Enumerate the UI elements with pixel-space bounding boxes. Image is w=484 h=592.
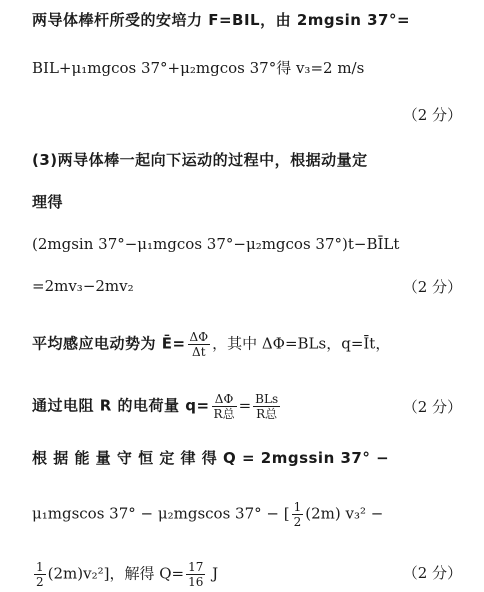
equals-sign: = <box>238 396 252 415</box>
line-ampere-force: 两导体棒杆所受的安培力 F=BIL，由 2mgsin 37°= <box>32 11 411 29</box>
fraction-denominator: R总 <box>256 407 278 421</box>
line-momentum-result: =2mv₃−2mv₂ <box>32 277 134 295</box>
fraction-denominator: Δt <box>192 345 206 359</box>
energy-result-unit: J <box>207 564 219 583</box>
score-label: （2 分） <box>402 106 462 124</box>
fraction-numerator: ΔΦ <box>212 392 237 407</box>
line-part3-intro: (3)两导体棒一起向下运动的过程中，根据动量定 <box>32 151 368 169</box>
fraction <box>292 500 304 529</box>
fraction-numerator: 1 <box>36 560 44 574</box>
score-label: （2 分） <box>402 398 462 416</box>
energy-result-text: (2m)v₂²]，解得 Q= <box>47 564 185 583</box>
fraction-denominator: R总 <box>213 407 235 421</box>
line-velocity-result: BIL+μ₁mgcos 37°+μ₂mgcos 37°得 v₃=2 m/s <box>32 59 365 77</box>
fraction <box>212 392 237 421</box>
fraction <box>186 560 205 589</box>
line-momentum-equation: (2mgsin 37°−μ₁mgcos 37°−μ₂mgcos 37°)t−BĪLt <box>32 235 400 253</box>
fraction-denominator: 2 <box>36 575 44 589</box>
line-energy-conservation: 根 据 能 量 守 恒 定 律 得 Q = 2mgssin 37° − <box>32 449 390 467</box>
line-part3-intro-cont: 理得 <box>32 193 64 211</box>
energy-text-b: (2m) v₃² − <box>305 504 384 523</box>
fraction-numerator: 17 <box>188 560 204 574</box>
score-label: （2 分） <box>402 564 462 582</box>
emf-text-a: 平均感应电动势为 Ē= <box>32 334 186 353</box>
fraction <box>188 330 211 359</box>
fraction-numerator: ΔΦ <box>189 330 209 344</box>
score-label: （2 分） <box>402 278 462 296</box>
fraction-denominator: 16 <box>188 575 204 589</box>
fraction <box>34 560 46 589</box>
energy-text-a: μ₁mgscos 37° − μ₂mgscos 37° − [ <box>32 504 290 523</box>
fraction-numerator: 1 <box>293 500 302 514</box>
charge-text-a: 通过电阻 R 的电荷量 q= <box>32 396 210 415</box>
fraction <box>253 392 280 421</box>
emf-text-b: ，其中 ΔΦ=BLs，q=Īt， <box>212 334 391 353</box>
fraction-denominator: 2 <box>293 515 302 529</box>
fraction-numerator: BLs <box>255 392 279 406</box>
line-average-emf <box>32 330 472 359</box>
line-energy-terms <box>32 500 472 529</box>
